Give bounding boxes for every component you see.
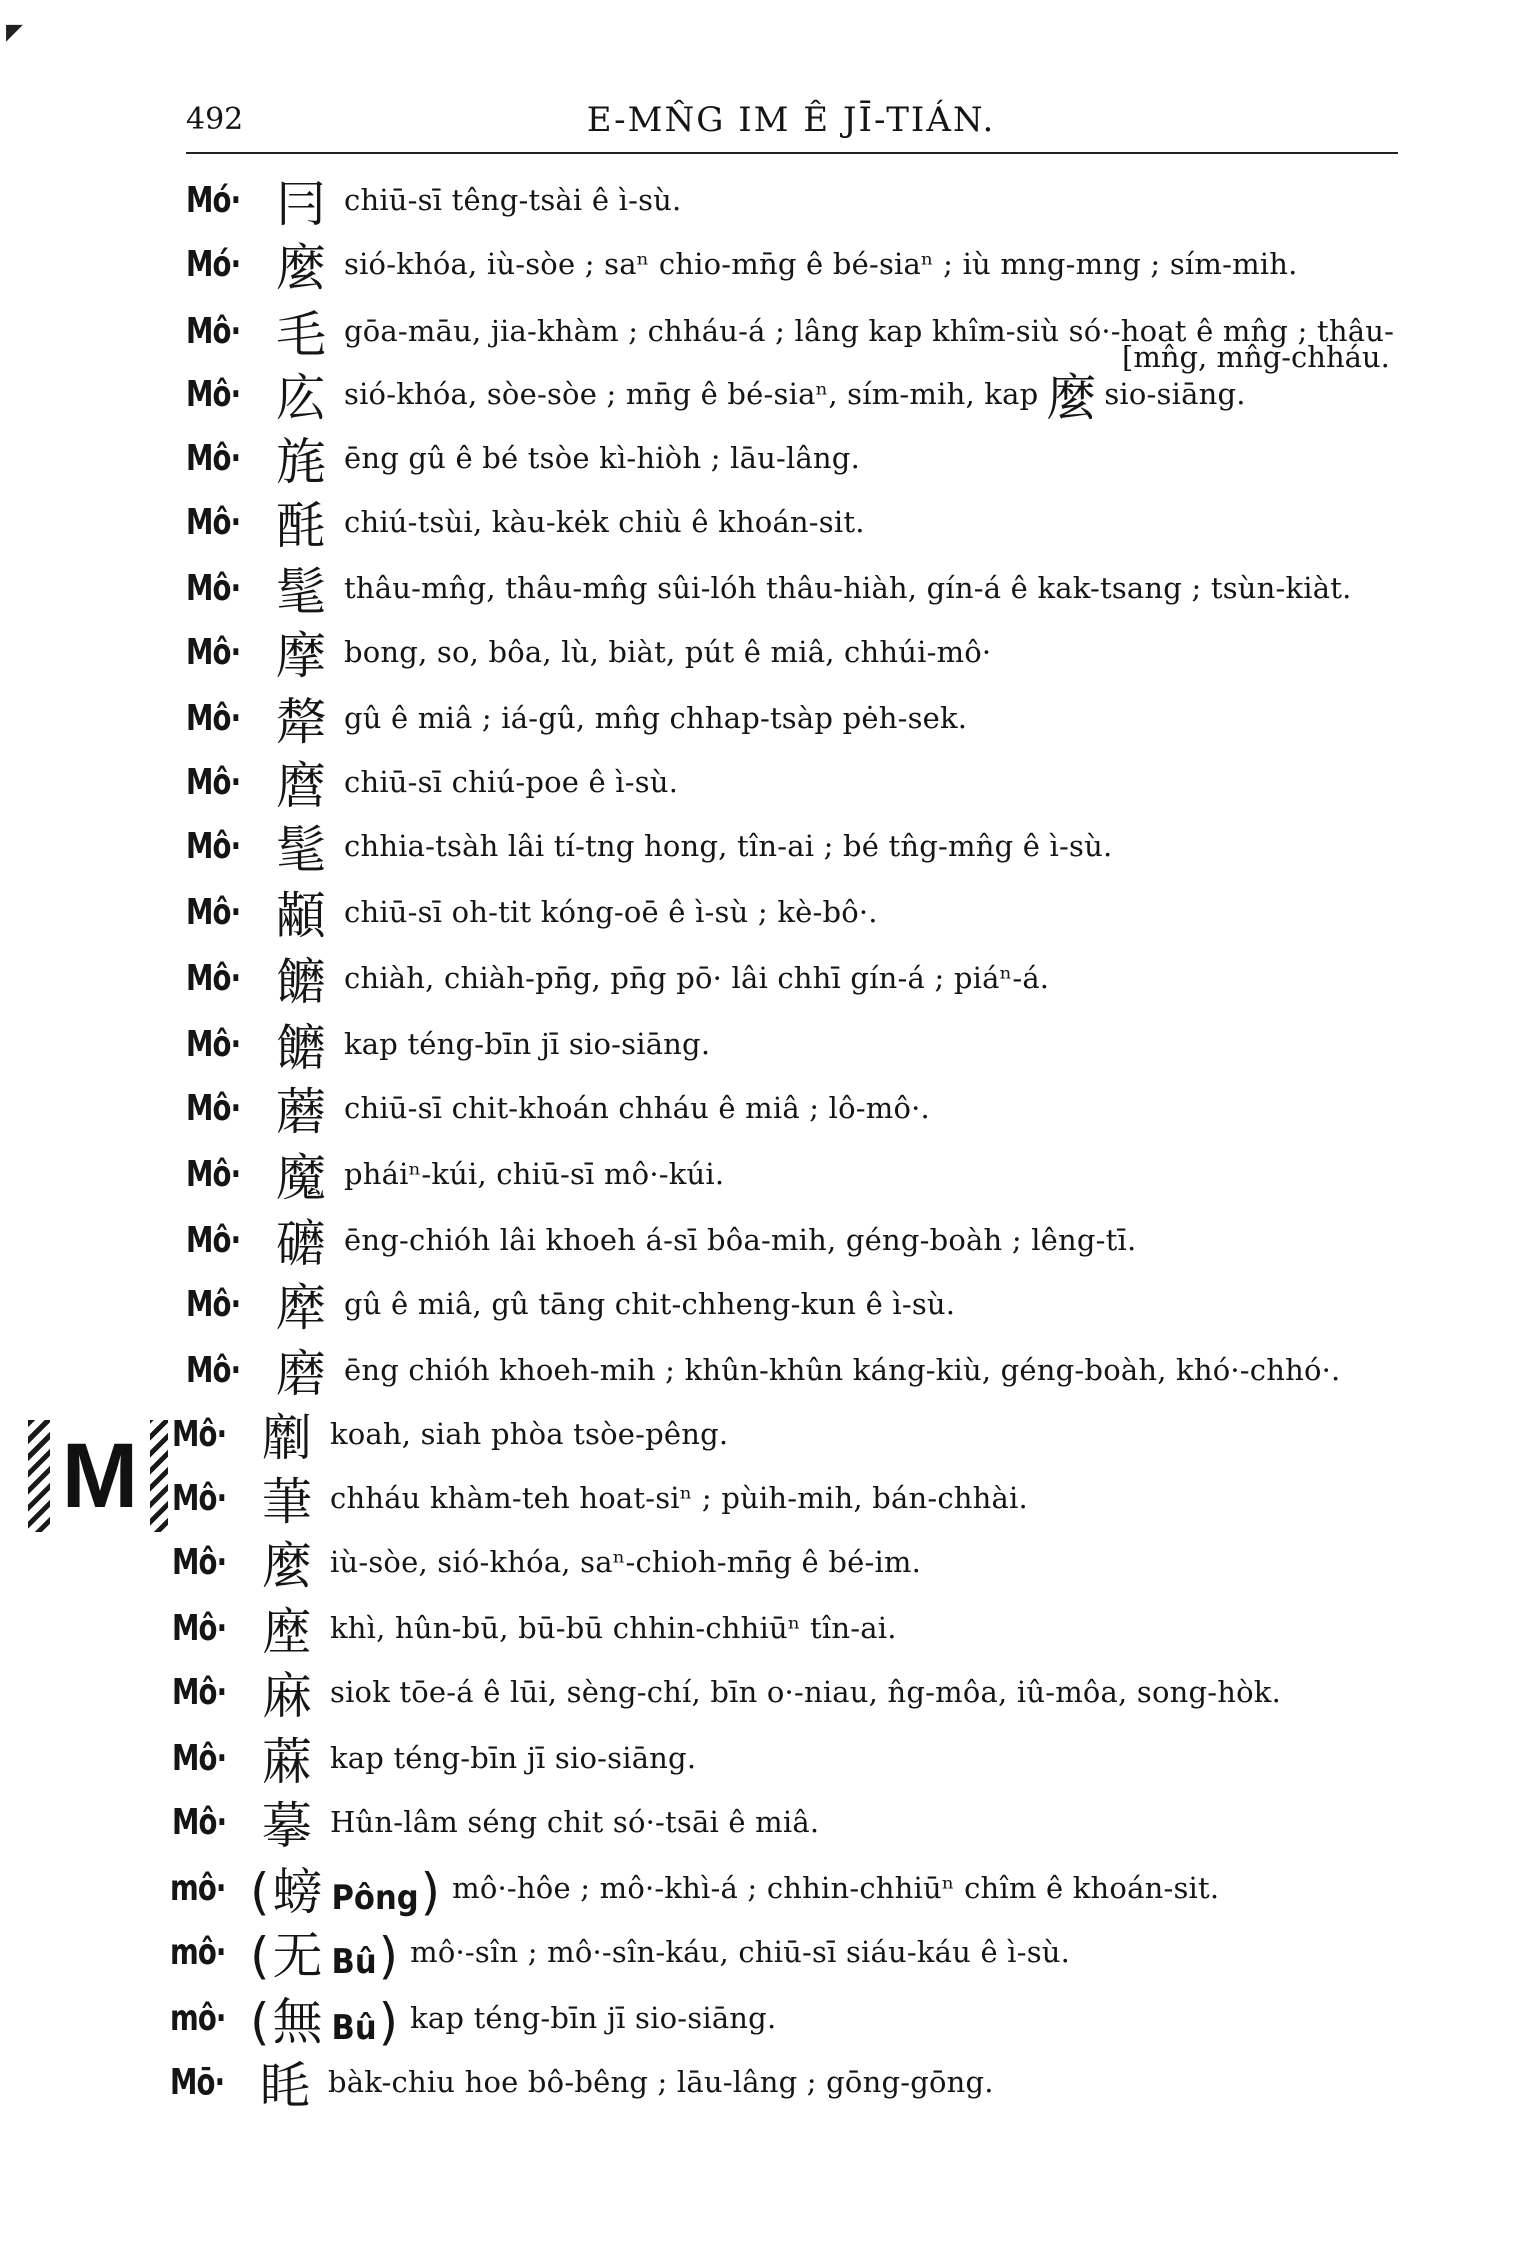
entry-definition: bàk-chiu hoe bô-bêng ; lāu-lâng ; gōng-gōng. xyxy=(328,2065,994,2099)
entry-character: 麼 xyxy=(262,1537,312,1595)
entry-definition: kap téng-bīn jī sio-siāng. xyxy=(330,1741,697,1775)
entry-headword: Mô· xyxy=(186,631,241,673)
entry-definition: gōa-māu, jia-khàm ; chháu-á ; lâng kap khîm-siù só·-hoat ê mn̂g ; thâu- xyxy=(344,314,1395,348)
entry-headword: Mô· xyxy=(186,501,241,543)
header-rule xyxy=(186,152,1398,154)
entry-character: 魔 xyxy=(276,1149,326,1207)
entry-character: 眊 xyxy=(260,2057,310,2115)
entry-headword: Mô· xyxy=(172,1801,227,1843)
reference-reading: Bû xyxy=(331,1942,377,1982)
entry-headword: Mó· xyxy=(186,243,241,285)
entry-headword: Mô· xyxy=(172,1477,227,1519)
entry-character: 摹 xyxy=(262,1797,312,1855)
dictionary-entry xyxy=(172,1596,897,1660)
cross-reference xyxy=(250,1916,410,1988)
dictionary-entry xyxy=(186,750,678,814)
entry-character: 螃 xyxy=(272,1863,323,1921)
entry-character: 蘑 xyxy=(276,1083,326,1141)
entry-character: 麻 xyxy=(262,1667,312,1725)
dictionary-entry xyxy=(186,814,1112,878)
entry-character: 茟 xyxy=(262,1473,312,1531)
entry-definition: chiú-tsùi, kàu-kėk chiù ê khoán-sit. xyxy=(344,505,865,539)
entry-character: 毛 xyxy=(276,306,326,364)
entry-headword: Mô· xyxy=(186,1153,241,1195)
dictionary-entry xyxy=(186,1142,724,1206)
dictionary-entry xyxy=(186,1076,930,1140)
entry-definition: mô·-hôe ; mô·-khì-á ; chhin-chhiūⁿ chîm ê khoán-sit. xyxy=(452,1871,1220,1905)
entry-character: 饝 xyxy=(276,1019,326,1077)
entry-headword: Mô· xyxy=(172,1413,227,1455)
entry-character: 饝 xyxy=(276,953,326,1011)
entry-definition: chháu khàm-teh hoat-siⁿ ; pùih-mih, bán-chhài. xyxy=(330,1481,1028,1515)
open-paren: ( xyxy=(250,1927,270,1985)
cross-reference xyxy=(250,1852,452,1924)
entry-definition: thâu-mn̂g, thâu-mn̂g sûi-lóh thâu-hiàh, gín-á ê kak-tsang ; tsùn-kiàt. xyxy=(344,571,1352,605)
inline-character: 麼 xyxy=(1046,369,1097,427)
dictionary-entry xyxy=(186,556,1352,620)
entry-definition: chiū-sī oh-tit kóng-oē ê ì-sù ; kè-bô·. xyxy=(344,895,878,929)
close-paren: ) xyxy=(420,1863,441,1921)
entry-headword: mô· xyxy=(170,1931,226,1973)
entry-character: 庅 xyxy=(276,369,326,427)
entry-character: 麿 xyxy=(276,757,326,815)
entry-definition: kap téng-bīn jī sio-siāng. xyxy=(410,2001,777,2035)
dictionary-entry xyxy=(186,880,878,944)
entry-headword: Mô· xyxy=(186,567,241,609)
entry-definition: chiū-sī chiú-poe ê ì-sù. xyxy=(344,765,679,799)
entry-headword: Mô· xyxy=(186,310,241,352)
entry-definition: gû ê miâ, gû tāng chit-chheng-kun ê ì-sù. xyxy=(344,1287,956,1321)
entry-character: 旄 xyxy=(276,433,326,491)
dictionary-entry xyxy=(170,2050,994,2114)
entry-definition: ēng chióh khoeh-mih ; khûn-khûn káng-kiù, géng-boàh, khó·-chhó·. xyxy=(344,1353,1341,1387)
entry-headword: Mô· xyxy=(172,1541,227,1583)
entry-definition: koah, siah phòa tsòe-pêng. xyxy=(330,1417,729,1451)
entry-headword: Mô· xyxy=(172,1607,227,1649)
dictionary-entry xyxy=(170,1986,776,2050)
entry-character: 摩 xyxy=(276,627,326,685)
entry-headword: Mó· xyxy=(186,179,241,221)
thumb-index-letter: M xyxy=(50,1420,150,1532)
entry-character: 酕 xyxy=(276,497,326,555)
page-header xyxy=(186,88,1396,148)
entry-character: 髦 xyxy=(276,821,326,879)
entry-headword: mô· xyxy=(170,1997,226,2039)
reference-reading: Pông xyxy=(331,1878,419,1918)
dictionary-entry xyxy=(170,1920,1070,1984)
entry-headword: Mô· xyxy=(172,1737,227,1779)
entry-character: 冃 xyxy=(276,175,326,233)
entry-definition: siok tōe-á ê lūi, sèng-chí, bīn o·-niau, n̂g-môa, iû-môa, song-hòk. xyxy=(330,1675,1281,1709)
entry-definition: iù-sòe, sió-khóa, saⁿ-chioh-mn̄g ê bé-im. xyxy=(330,1545,922,1579)
entry-definition: chiàh, chiàh-pn̄g, pn̄g pō· lâi chhī gín-á ; piáⁿ-á. xyxy=(344,961,1050,995)
entry-character: 无 xyxy=(272,1927,323,1985)
entry-character: 犘 xyxy=(276,1279,326,1337)
entry-character: 無 xyxy=(272,1993,323,2051)
entry-definition: gû ê miâ ; iá-gû, mn̂g chhap-tsàp pėh-sek. xyxy=(344,701,968,735)
cross-reference xyxy=(250,1982,410,2054)
entry-headword: Mô· xyxy=(186,1283,241,1325)
entry-definition: sió-khóa, iù-sòe ; saⁿ chio-mn̄g ê bé-siaⁿ ; iù mng-mng ; sím-mih. xyxy=(344,247,1298,281)
dictionary-entry xyxy=(186,620,991,684)
dictionary-entry xyxy=(186,232,1298,296)
entry-headword: Mô· xyxy=(186,373,241,415)
entry-character: 塺 xyxy=(262,1603,312,1661)
entry-headword: Mô· xyxy=(186,437,241,479)
open-paren: ( xyxy=(250,1863,270,1921)
entry-definition: chhia-tsàh lâi tí-tng hong, tîn-ai ; bé tn̂g-mn̂g ê ì-sù. xyxy=(344,829,1113,863)
dictionary-entry xyxy=(186,362,1246,426)
entry-headword: Mô· xyxy=(186,1023,241,1065)
wrapped-line-continuation: [mn̂g, mn̂g-chháu. xyxy=(1122,340,1390,374)
entry-headword: Mô· xyxy=(186,1087,241,1129)
entry-headword: Mō· xyxy=(170,2061,225,2103)
dictionary-entry xyxy=(186,946,1049,1010)
entry-headword: Mô· xyxy=(186,1349,241,1391)
entry-headword: Mô· xyxy=(186,697,241,739)
entry-definition: chiū-sī têng-tsài ê ì-sù. xyxy=(344,183,682,217)
entry-headword: mô· xyxy=(170,1867,226,1909)
dictionary-entry xyxy=(172,1402,728,1466)
dictionary-entry xyxy=(186,1208,1136,1272)
dictionary-entry xyxy=(172,1726,696,1790)
close-paren: ) xyxy=(378,1993,399,2051)
dictionary-entry xyxy=(186,686,967,750)
reference-reading: Bû xyxy=(331,2008,377,2048)
dictionary-entry xyxy=(172,1660,1281,1724)
entry-character: 麼 xyxy=(276,239,326,297)
entry-character: 蔴 xyxy=(262,1733,312,1791)
entry-definition: Hûn-lâm séng chit só·-tsāi ê miâ. xyxy=(330,1805,820,1839)
entry-definition: kap téng-bīn jī sio-siāng. xyxy=(344,1027,711,1061)
entry-definition-continued: sio-siāng. xyxy=(1104,377,1246,411)
dictionary-entry xyxy=(186,490,865,554)
close-paren: ) xyxy=(378,1927,399,1985)
entry-definition: bong, so, bôa, lù, biàt, pút ê miâ, chhúi-mô· xyxy=(344,635,992,669)
corner-mark-icon: ◤ xyxy=(6,20,23,45)
dictionary-entry xyxy=(186,1338,1340,1402)
open-paren: ( xyxy=(250,1993,270,2051)
entry-definition: pháiⁿ-kúi, chiū-sī mô·-kúi. xyxy=(344,1157,725,1191)
entry-headword: Mô· xyxy=(186,891,241,933)
entry-headword: Mô· xyxy=(186,761,241,803)
thumb-index-tab xyxy=(28,1420,168,1532)
entry-headword: Mô· xyxy=(186,1219,241,1261)
entry-definition: khì, hûn-bū, bū-bū chhin-chhiūⁿ tîn-ai. xyxy=(330,1611,897,1645)
dictionary-entry xyxy=(186,168,681,232)
dictionary-entry xyxy=(172,1530,921,1594)
dictionary-entry xyxy=(170,1856,1219,1920)
dictionary-entry xyxy=(172,1466,1028,1530)
dictionary-entry xyxy=(186,1272,955,1336)
entry-headword: Mô· xyxy=(172,1671,227,1713)
entry-character: 礳 xyxy=(276,1215,326,1273)
running-title: E-MN̂G IM Ê JĪ-TIÁN. xyxy=(586,100,996,140)
entry-character: 磨 xyxy=(276,1345,326,1403)
entry-character: 顢 xyxy=(276,887,326,945)
entry-definition: chiū-sī chit-khoán chháu ê miâ ; lô-mô·. xyxy=(344,1091,930,1125)
dictionary-entry xyxy=(172,1790,819,1854)
entry-definition: sió-khóa, sòe-sòe ; mn̄g ê bé-siaⁿ, sím-mih, kap xyxy=(344,377,1039,411)
entry-headword: Mô· xyxy=(186,957,241,999)
entry-definition: mô·-sîn ; mô·-sîn-káu, chiū-sī siáu-káu ê ì-sù. xyxy=(410,1935,1071,1969)
page-number: 492 xyxy=(186,102,244,137)
entry-definition: ēng-chióh lâi khoeh á-sī bôa-mih, géng-boàh ; lêng-tī. xyxy=(344,1223,1137,1257)
dictionary-entry xyxy=(186,426,860,490)
entry-character: 髦 xyxy=(276,563,326,621)
entry-definition: ēng gû ê bé tsòe kì-hiòh ; lāu-lâng. xyxy=(344,441,860,475)
entry-character: 劘 xyxy=(262,1409,312,1467)
dictionary-entry xyxy=(186,1012,710,1076)
entry-character: 犛 xyxy=(276,693,326,751)
entry-headword: Mô· xyxy=(186,825,241,867)
